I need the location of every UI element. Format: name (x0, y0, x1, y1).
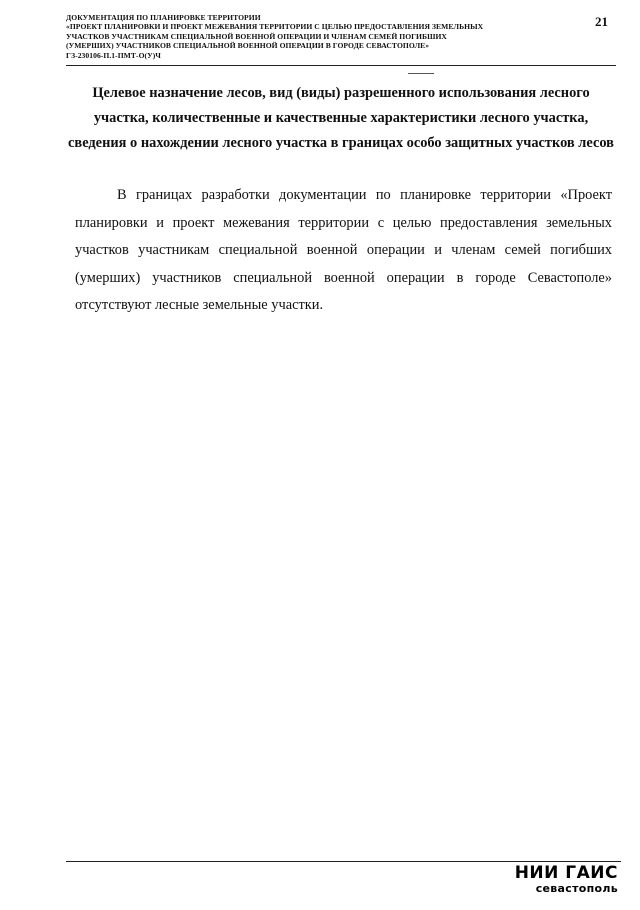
document-header (66, 13, 586, 60)
header-line-2: «ПРОЕКТ ПЛАНИРОВКИ И ПРОЕКТ МЕЖЕВАНИЯ ТЕРРИТОРИИ С ЦЕЛЬЮ ПРЕДОСТАВЛЕНИЯ ЗЕМЕЛЬНЫХ (66, 22, 484, 32)
logo-main-text: НИИ ГАИС (514, 863, 618, 883)
header-line-1: ДОКУМЕНТАЦИЯ ПО ПЛАНИРОВКЕ ТЕРРИТОРИИ (66, 13, 261, 22)
page-number: 21 (595, 14, 608, 29)
header-divider (66, 65, 616, 66)
section-body: В границах разработки документации по планировке территории «Проект планировки и проект межевания территории с целью предоставления земельных участков участникам специальной военной операции и членам семей погибших (умерших) участников специальной военной операции в городе Севастополе» отсутствуют лесные земельные участки. (75, 187, 612, 313)
organization-logo (515, 864, 618, 895)
footer-divider (66, 861, 621, 862)
logo-sub-text: севастополь (535, 882, 618, 895)
header-line-4: (УМЕРШИХ) УЧАСТНИКОВ СПЕЦИАЛЬНОЙ ВОЕННОЙ ОПЕРАЦИИ В ГОРОДЕ СЕВАСТОПОЛЕ» (66, 41, 430, 51)
header-line-3: УЧАСТКОВ УЧАСТНИКАМ СПЕЦИАЛЬНОЙ ВОЕННОЙ ОПЕРАЦИИ И ЧЛЕНАМ СЕМЕЙ ПОГИБШИХ (66, 31, 447, 41)
header-line-5: ГЗ-230106-П.1-ПМТ-О(У)Ч (66, 50, 161, 60)
section-title: Целевое назначение лесов, вид (виды) разрешенного использования лесного участка, количественные и качественные характеристики лесного участка, сведения о нахождении лесного участка в границах особо защитных участков лесов (68, 85, 614, 152)
header-divider-mark (408, 73, 434, 74)
